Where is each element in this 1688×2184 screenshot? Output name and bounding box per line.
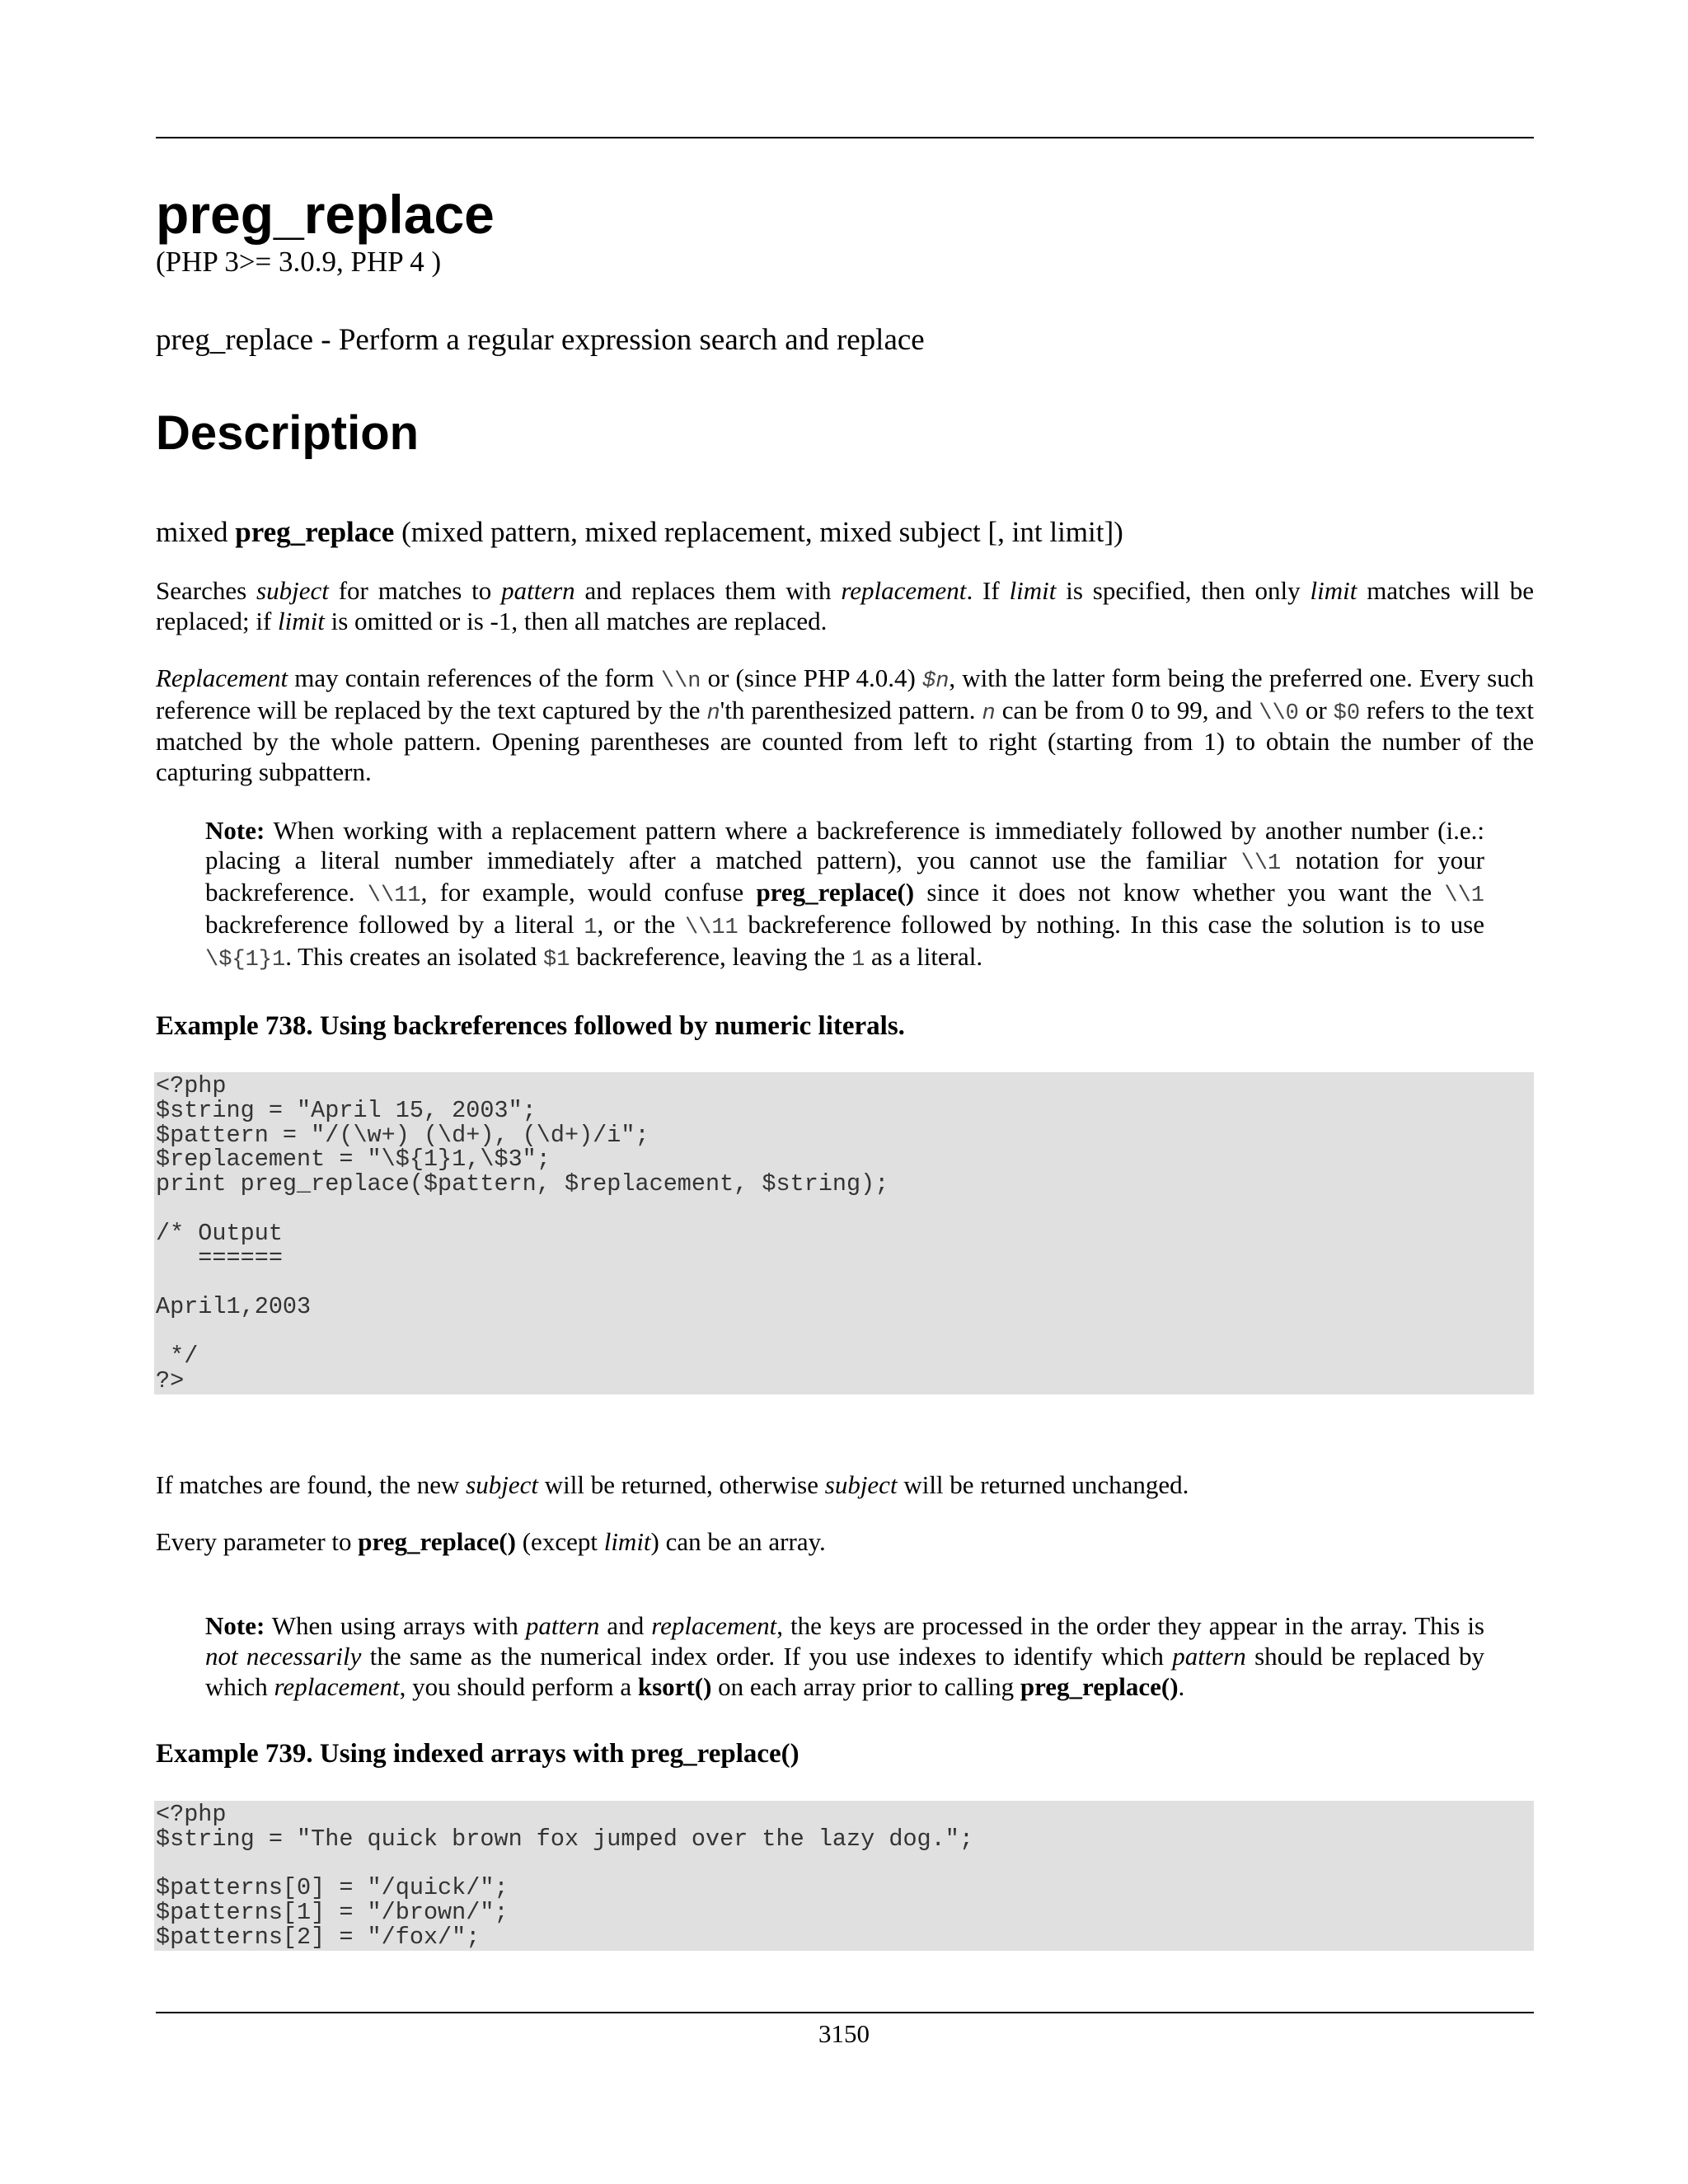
note-array-order: Note: When using arrays with pattern and replacement, the keys are processed in the order they appear in the array. This is not necessarily the same as the numerical index order. If you use indexes to identify which pattern should be replaced by which replacement, you should perform a ksort() on each array prior to calling preg_replace(). (205, 1611, 1485, 1701)
page-title: preg_replace (156, 184, 495, 245)
paragraph-replacement-references: Replacement may contain references of the form \\n or (since PHP 4.0.4) $n, with the latter form being the preferred one. Every such reference will be replaced by the text captured by the n'th parenthesized pattern. n can be from 0 to 99, and \\0 or $0 refers to the text matched by the whole pattern. Opening parentheses are counted from left to right (starting from 1) to obtain the number of the capturing subpattern. (156, 663, 1535, 786)
return-type: mixed (156, 516, 228, 549)
paragraph-searches: Searches subject for matches to pattern and replaces them with replacement. If limit is specified, then only limit matches will be replaced; if limit is omitted or is -1, then all matches are replaced. (156, 576, 1534, 636)
header-rule (156, 137, 1534, 138)
description-heading: Description (156, 405, 420, 460)
php-versions: (PHP 3>= 3.0.9, PHP 4 ) (156, 246, 442, 279)
paragraph-return-value: If matches are found, the new subject will be returned, otherwise subject will be returned unchanged. (156, 1470, 1189, 1500)
example-738-code: <?php $string = "April 15, 2003"; $pattern = "/(\w+) (\d+), (\d+)/i"; $replacement = "\${1}1,\$3"; print preg_replace($pattern, $replacement, $string); /* Output ====== April1,2003 */ ?> (154, 1072, 1534, 1394)
ref-purpose: preg_replace - Perform a regular expression search and replace (156, 323, 925, 358)
example-738-title: Example 738. Using backreferences followed by numeric literals. (156, 1010, 905, 1041)
example-739-code: <?php $string = "The quick brown fox jumped over the lazy dog."; $patterns[0] = "/quick/"; $patterns[1] = "/brown/"; $patterns[2] = "/fox/"; (154, 1801, 1534, 1952)
footer-rule (156, 2012, 1534, 2013)
page-number: 3150 (818, 2019, 870, 2048)
function-name: preg_replace (235, 516, 395, 549)
paragraph-array-parameters: Every parameter to preg_replace() (except limit) can be an array. (156, 1526, 826, 1556)
function-synopsis (156, 515, 1534, 550)
note-backreference: Note: When working with a replacement pattern where a backreference is immediately followed by another number (i.e.: placing a literal number immediately after a matched pattern), you cannot use the familiar \\1 notation for your backreference. \\11, for example, would confuse preg_replace() since it does not know whether you want the \\1 backreference followed by a literal 1, or the \\11 backreference followed by nothing. In this case the solution is to use \${1}1. This creates an isolated $1 backreference, leaving the 1 as a literal. (205, 815, 1484, 972)
example-739-title: Example 739. Using indexed arrays with preg_replace() (156, 1739, 799, 1769)
refentry (156, 186, 1534, 1951)
function-params: (mixed pattern, mixed replacement, mixed subject [, int limit]) (401, 516, 1123, 549)
